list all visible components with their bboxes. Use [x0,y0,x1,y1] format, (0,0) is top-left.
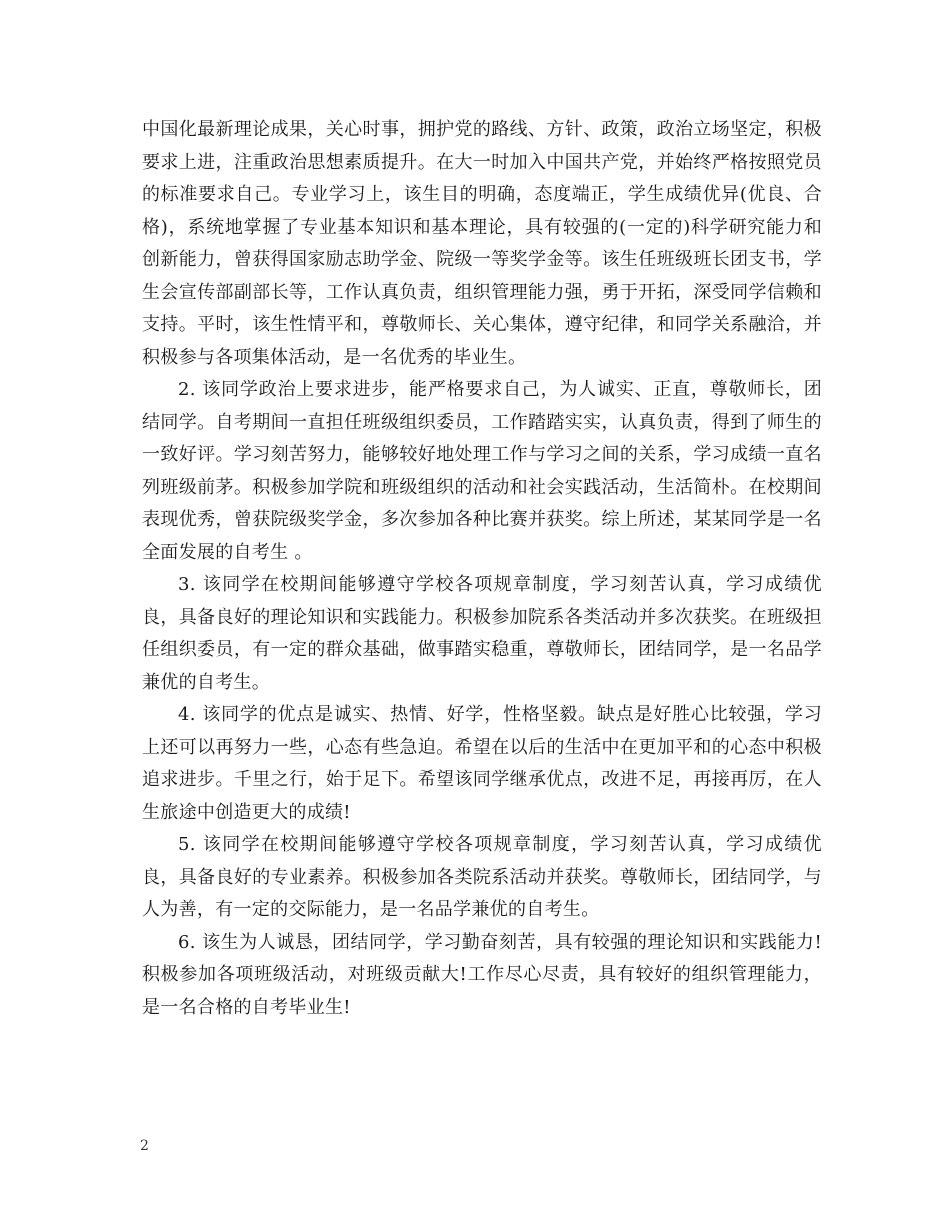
page-number: 2 [140,1138,149,1154]
paragraph-3: 3. 该同学在校期间能够遵守学校各项规章制度，学习刻苦认真，学习成绩优良，具备良好的理论知识和实践能力。积极参加院系各类活动并多次获奖。在班级担任组织委员，有一定的群众基础，做事踏实稳重，尊敬师长，团结同学，是一名品学兼优的自考生。 [142,574,822,693]
paragraph-1: 中国化最新理论成果，关心时事，拥护党的路线、方针、政策，政治立场坚定，积极要求上进，注重政治思想素质提升。在大一时加入中国共产党，并始终严格按照党员的标准要求自己。专业学习上，该生目的明确，态度端正，学生成绩优异(优良、合格)，系统地掌握了专业基本知识和基本理论，具有较强的(一定的)科学研究能力和创新能力，曾获得国家励志助学金、院级一等奖学金等。该生任班级班长团支书，学生会宣传部副部长等，工作认真负责，组织管理能力强，勇于开拓，深受同学信赖和支持。平时，该生性情平和，尊敬师长、关心集体，遵守纪律，和同学关系融洽，并积极参与各项集体活动，是一名优秀的毕业生。 [142,119,822,368]
paragraph-2: 2. 该同学政治上要求进步，能严格要求自己，为人诚实、正直，尊敬师长，团结同学。自考期间一直担任班级组织委员，工作踏踏实实，认真负责，得到了师生的一致好评。学习刻苦努力，能够较好地处理工作与学习之间的关系，学习成绩一直名列班级前茅。积极参加学院和班级组织的活动和社会实践活动，生活简朴。在校期间表现优秀，曾获院级奖学金，多次参加各种比赛并获奖。综上所述，某某同学是一名全面发展的自考生 。 [142,379,822,563]
paragraph-6: 6. 该生为人诚恳，团结同学，学习勤奋刻苦，具有较强的理论知识和实践能力!积极参加各项班级活动，对班级贡献大!工作尽心尽责，具有较好的组织管理能力，是一名合格的自考毕业生! [142,931,822,1018]
paragraph-5: 5. 该同学在校期间能够遵守学校各项规章制度，学习刻苦认真，学习成绩优良，具备良好的专业素养。积极参加各类院系活动并获奖。尊敬师长，团结同学，与人为善，有一定的交际能力，是一名品学兼优的自考生。 [142,834,822,920]
document-body [142,114,822,1024]
paragraph-4: 4. 该同学的优点是诚实、热情、好学，性格坚毅。缺点是好胜心比较强，学习上还可以再努力一些，心态有些急迫。希望在以后的生活中在更加平和的心态中积极追求进步。千里之行，始于足下。希望该同学继承优点，改进不足，再接再厉，在人生旅途中创造更大的成绩! [142,704,822,823]
